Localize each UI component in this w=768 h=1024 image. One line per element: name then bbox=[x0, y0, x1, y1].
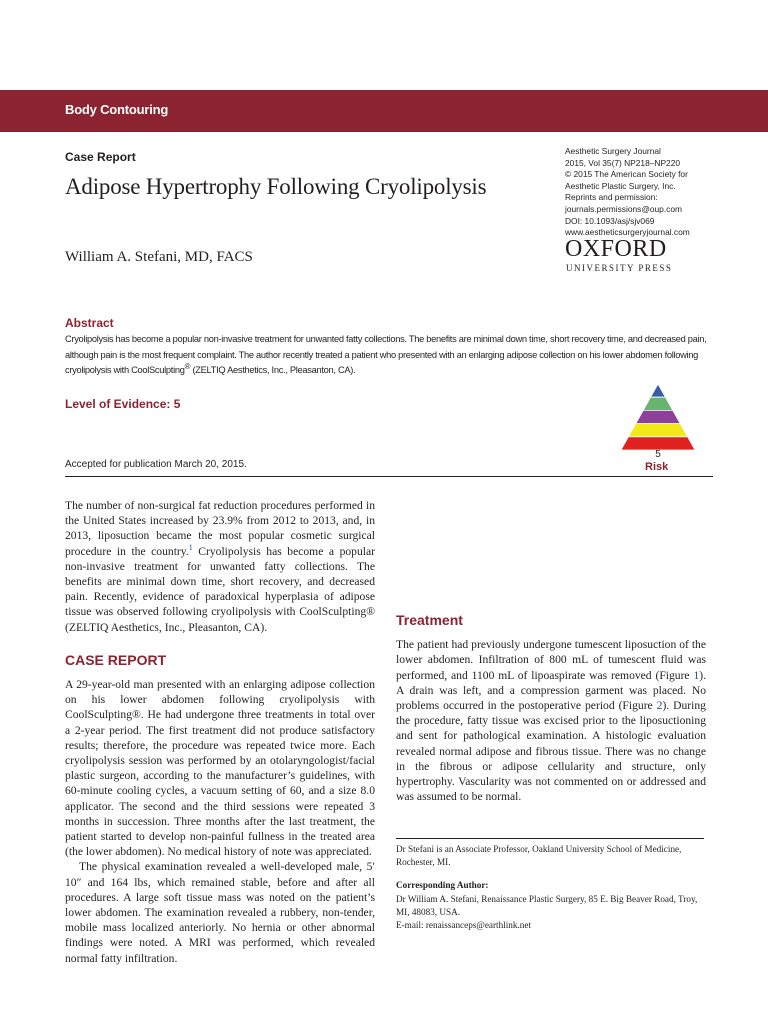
pyramid-layer-2 bbox=[643, 397, 673, 410]
accepted-date: Accepted for publication March 20, 2015. bbox=[65, 459, 247, 470]
left-column bbox=[65, 498, 375, 966]
abstract-heading: Abstract bbox=[65, 316, 114, 330]
section-label: Body Contouring bbox=[65, 102, 169, 117]
author-affiliation: Dr Stefani is an Associate Professor, Oakland University School of Medicine, Rochester, MI. bbox=[396, 844, 682, 868]
case-report-heading: CASE REPORT bbox=[65, 651, 167, 668]
abstract-text: Cryolipolysis has become a popular non-invasive treatment for unwanted fatty collections. The benefits are minimal down time, short recovery time, and decreased pain, although pain is the most frequent complaint. The author recently treated a patient who presented with an enlarging adipose collection on his lower abdomen following cryolipolysis with CoolSculpting® (ZELTIQ Aesthetics, Inc., Pleasanton, CA). bbox=[65, 334, 707, 375]
case-paragraph: A 29-year-old man presented with an enlarging adipose collection on his lower abdomen following cryolipolysis with CoolSculpting®. He had undergone three treatments in total over a 2-year period. The first treatment did not produce satisfactory results; therefore, the procedure was repeated twice more. Each cryolipolysis session was performed by an otolaryngologist/facial plastic surgeon, according to the manufacturer’s guidelines, with 60-minute cooling cycles, a vacuum setting of 60, and a size 8.0 applicator. The second and the third sessions were repeated 3 months in succession. Three months after the last treatment, the patient started to develop non-painful fullness in the treated area (the lower abdomen). No medical history of note was appreciated. bbox=[65, 678, 375, 859]
figure-2-link[interactable]: 2 bbox=[656, 699, 663, 713]
journal-permissions-email[interactable]: journals.permissions@oup.com bbox=[565, 203, 682, 214]
pyramid-layer-4 bbox=[628, 424, 687, 437]
section-banner bbox=[0, 90, 768, 132]
author-name: William A. Stefani, MD, FACS bbox=[65, 249, 253, 265]
journal-name: Aesthetic Surgery Journal bbox=[565, 146, 661, 156]
divider bbox=[65, 476, 713, 477]
treatment-heading: Treatment bbox=[396, 612, 463, 628]
pyramid-layer-3 bbox=[636, 410, 680, 423]
right-column bbox=[396, 498, 706, 804]
corresponding-author-heading: Corresponding Author: bbox=[396, 880, 489, 891]
publisher-logo: OXFORD bbox=[565, 236, 667, 262]
article-type: Case Report bbox=[65, 150, 136, 164]
publisher-logo-sub: UNIVERSITY PRESS bbox=[566, 263, 673, 273]
corresponding-author-email[interactable]: E-mail: renaissanceps@earthlink.net bbox=[396, 920, 531, 931]
figure-1-link[interactable]: 1 bbox=[693, 668, 700, 682]
journal-website[interactable]: www.aestheticsurgeryjournal.com bbox=[565, 227, 690, 238]
article-title: Adipose Hypertrophy Following Cryolipolysis bbox=[65, 174, 487, 199]
registered-mark: ® bbox=[184, 361, 191, 371]
journal-info bbox=[565, 146, 735, 239]
footnotes bbox=[396, 843, 706, 932]
evidence-pyramid-icon bbox=[620, 382, 696, 460]
risk-label: Risk bbox=[645, 461, 669, 473]
footnote-divider bbox=[396, 838, 704, 839]
journal-reprints: Reprints and permission: bbox=[565, 192, 658, 203]
exam-paragraph: The physical examination revealed a well-developed male, 5′ 10″ and 164 lbs, which remained stable, before and after all procedures. A large soft tissue mass was noted on the patient’s lower abdomen. The examination revealed a rubbery, non-tender, mobile mass localized anteriorly. No hernia or other abnormal findings were noted. A MRI was performed, which revealed normal fatty infiltration. bbox=[65, 860, 375, 965]
column-continuation-space bbox=[396, 498, 706, 595]
journal-society: Aesthetic Plastic Surgery, Inc. bbox=[565, 180, 676, 191]
journal-copyright: © 2015 The American Society for bbox=[565, 169, 688, 180]
pyramid-level-number: 5 bbox=[655, 449, 661, 460]
corresponding-author-address: Dr William A. Stefani, Renaissance Plastic Surgery, 85 E. Big Beaver Road, Troy, MI, 48083, USA. bbox=[396, 893, 698, 917]
journal-volume: 2015, Vol 35(7) NP218–NP220 bbox=[565, 157, 681, 168]
reference-link[interactable]: 1 bbox=[188, 542, 193, 552]
journal-doi[interactable]: DOI: 10.1093/asj/sjv069 bbox=[565, 215, 655, 226]
level-of-evidence: Level of Evidence: 5 bbox=[65, 397, 181, 411]
intro-paragraph: The number of non-surgical fat reduction procedures performed in the United States increased by 23.9% from 2012 to 2013, and, in 2013, liposuction became the most popular cosmetic surgical procedure in the country.$^1$ Cryolipolysis has become a popular non-invasive treatment for unwanted fatty collections. The benefits are minimal down time, short recovery, and decreased pain. Recently, evidence of paradoxical hyperplasia of adipose tissue was observed following cryolipolysis with CoolSculpting® (ZELTIQ Aesthetics, Inc., Pleasanton, CA). bbox=[65, 499, 375, 634]
treatment-paragraph: The patient had previously undergone tumescent liposuction of the lower abdomen. Infiltration of 800 mL of tumescent fluid was performed, and 1100 mL of lipoaspirate was removed (Figure 1). A drain was left, and a compression garment was placed. No problems occurred in the postoperative period (Figure 2). During the procedure, fatty tissue was excised prior to the liposuctioning and sent for pathological examination. A histologic evaluation revealed normal adipose and fibrous tissue. There was no change in the fibrous or adipose cellularity and structure, only hypertrophy. Vascularity was not commented on or addressed and was assumed to be normal. bbox=[396, 638, 706, 804]
pyramid-layer-1 bbox=[651, 384, 666, 397]
